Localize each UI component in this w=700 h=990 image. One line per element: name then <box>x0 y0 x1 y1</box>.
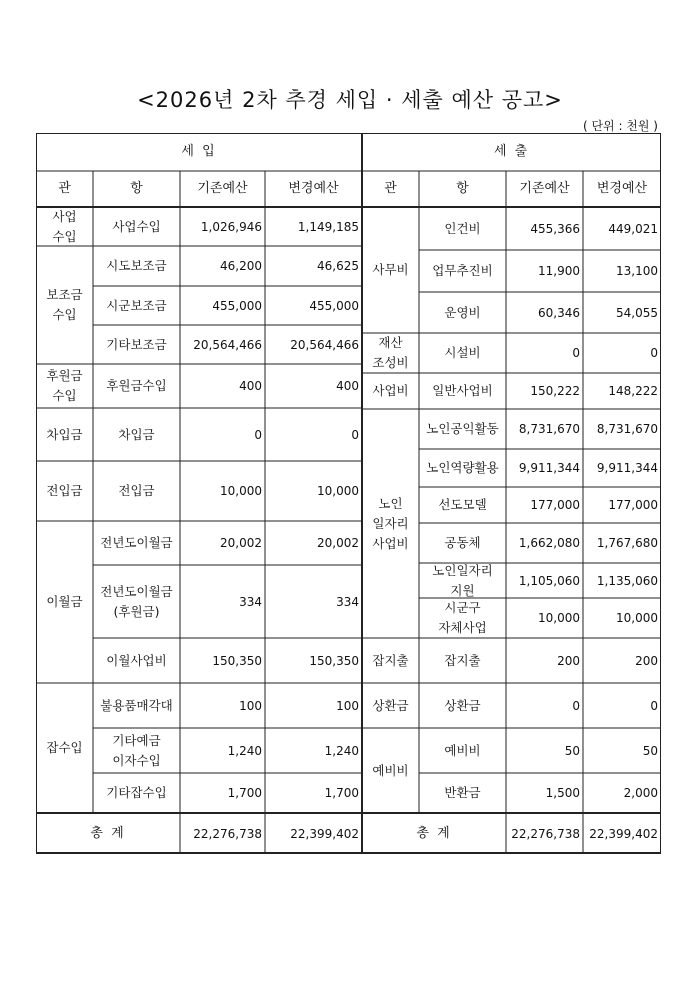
income-before-value: 334 <box>239 594 262 609</box>
income-item-name: 전년도이월금 <box>100 535 173 550</box>
expense-after-value: 1,135,060 <box>596 573 658 588</box>
income-before-value: 150,350 <box>212 653 262 668</box>
expense-after-value: 8,731,670 <box>596 422 658 436</box>
income-after-value: 400 <box>336 379 359 393</box>
income-after-value: 150,350 <box>309 653 359 668</box>
income-item-name: 시군보조금 <box>106 297 167 313</box>
expense-before-value: 0 <box>572 346 580 360</box>
expense-item-name: 인건비 <box>444 220 481 236</box>
expense-after-value: 449,021 <box>608 221 658 236</box>
expense-before-value: 1,105,060 <box>518 573 580 588</box>
expense-item-name: 상환금 <box>444 697 481 713</box>
expense-item-name: 노인일자리 지원 <box>432 562 493 598</box>
expense-after-value: 0 <box>650 346 658 360</box>
income-item-name: 시도보조금 <box>106 258 167 273</box>
expense-item-name: 잡지출 <box>444 652 481 668</box>
income-item-name: 전입금 <box>118 483 155 498</box>
expense-before-value: 50 <box>564 743 580 758</box>
expense-before-value: 60,346 <box>538 305 580 320</box>
expense-before-value: 177,000 <box>530 498 580 512</box>
expense-item-name: 업무추진비 <box>432 263 493 278</box>
income-group-label: 보조금 수입 <box>46 287 83 322</box>
expense-item-name: 공동체 <box>444 535 481 550</box>
expense-after-value: 200 <box>635 653 658 668</box>
expense-item-name: 노인공익활동 <box>426 421 499 436</box>
income-item-name: 기타예금 이자수입 <box>112 732 161 768</box>
expense-item-name: 반환금 <box>444 785 481 800</box>
expense-after-value: 13,100 <box>616 264 658 278</box>
income-after-value: 334 <box>336 594 359 609</box>
expense-after-value: 2,000 <box>623 786 658 800</box>
income-before-value: 100 <box>239 698 262 713</box>
income-item-name: 후원금수입 <box>106 378 167 393</box>
expense-group-label: 예비비 <box>372 762 409 778</box>
expense-header-before: 기존예산 <box>519 181 570 196</box>
expense-before-value: 200 <box>557 653 580 668</box>
expense-item-name: 노인역량활용 <box>426 460 499 475</box>
expense-total-label: 총 계 <box>416 825 452 841</box>
income-after-value: 10,000 <box>317 484 359 498</box>
expense-before-value: 150,222 <box>530 384 580 398</box>
income-before-value: 400 <box>239 379 262 393</box>
income-group-label: 이월금 <box>46 594 83 609</box>
budget-table <box>36 133 661 854</box>
expense-after-value: 50 <box>642 743 658 758</box>
income-before-value: 10,000 <box>220 484 262 498</box>
income-before-value: 1,700 <box>227 786 262 800</box>
expense-item-name: 시군구 자체사업 <box>438 600 487 635</box>
income-before-value: 46,200 <box>220 259 262 273</box>
expense-item-name: 시설비 <box>444 345 481 360</box>
income-after-value: 0 <box>351 427 359 442</box>
expense-group-label: 잡지출 <box>372 652 409 668</box>
income-item-name: 기타잡수입 <box>106 785 167 800</box>
expense-group-label: 재산 조성비 <box>372 335 409 370</box>
expense-total-before: 22,276,738 <box>511 826 580 841</box>
expense-after-value: 177,000 <box>608 498 658 512</box>
income-after-value: 1,149,185 <box>297 219 359 234</box>
income-item-name: 사업수입 <box>112 218 161 234</box>
income-before-value: 0 <box>254 427 262 442</box>
income-item-name: 이월사업비 <box>106 652 167 668</box>
income-item-name: 전년도이월금 (후원금) <box>100 583 173 619</box>
section-expense-heading: 세 출 <box>493 144 530 159</box>
expense-before-value: 8,731,670 <box>518 422 580 436</box>
expense-after-value: 0 <box>650 698 658 713</box>
page-title: <2026년 2차 추경 세입 · 세출 예산 공고> <box>137 88 563 112</box>
income-after-value: 1,700 <box>324 786 359 800</box>
expense-group-label: 사무비 <box>372 262 409 277</box>
expense-after-value: 148,222 <box>608 384 658 398</box>
income-header-before: 기존예산 <box>197 181 248 196</box>
income-before-value: 20,002 <box>220 536 262 550</box>
expense-after-value: 10,000 <box>616 611 658 625</box>
expense-after-value: 9,911,344 <box>596 461 658 475</box>
expense-group-label: 노인 일자리 사업비 <box>372 495 409 551</box>
expense-group-label: 사업비 <box>372 383 409 398</box>
income-item-name: 기타보조금 <box>106 336 167 352</box>
income-before-value: 455,000 <box>212 298 262 313</box>
expense-before-value: 0 <box>572 698 580 713</box>
income-total-before: 22,276,738 <box>193 826 262 841</box>
income-after-value: 100 <box>336 698 359 713</box>
income-before-value: 1,240 <box>227 743 262 758</box>
expense-total-after: 22,399,402 <box>589 826 658 841</box>
expense-group-label: 상환금 <box>372 697 409 713</box>
expense-before-value: 455,366 <box>530 221 580 236</box>
income-header-hang: 항 <box>130 181 143 196</box>
income-header-gwan: 관 <box>58 181 71 196</box>
income-total-label: 총 계 <box>90 825 126 841</box>
income-group-label: 잡수입 <box>46 740 83 755</box>
income-group-label: 후원금 수입 <box>46 368 83 403</box>
expense-after-value: 54,055 <box>616 305 658 320</box>
expense-header-gwan: 관 <box>384 181 397 196</box>
expense-item-name: 선도모델 <box>438 497 487 512</box>
income-after-value: 20,002 <box>317 536 359 550</box>
expense-header-after: 변경예산 <box>596 181 648 196</box>
income-group-label: 사업 수입 <box>52 208 77 244</box>
income-after-value: 1,240 <box>324 743 359 758</box>
income-before-value: 1,026,946 <box>200 219 262 234</box>
income-total-after: 22,399,402 <box>290 826 359 841</box>
income-after-value: 455,000 <box>309 298 359 313</box>
expense-before-value: 10,000 <box>538 611 580 625</box>
income-group-label: 차입금 <box>46 426 83 442</box>
expense-after-value: 1,767,680 <box>596 536 658 550</box>
income-after-value: 46,625 <box>317 259 359 273</box>
expense-item-name: 운영비 <box>444 304 481 320</box>
income-after-value: 20,564,466 <box>290 337 359 352</box>
expense-before-value: 1,662,080 <box>518 536 580 550</box>
income-item-name: 차입금 <box>118 426 155 442</box>
expense-item-name: 예비비 <box>444 742 481 758</box>
unit-label: ( 단위 : 천원 ) <box>582 119 658 133</box>
expense-before-value: 11,900 <box>538 264 580 278</box>
expense-item-name: 일반사업비 <box>432 383 493 398</box>
expense-header-hang: 항 <box>456 181 469 196</box>
income-group-label: 전입금 <box>46 483 83 498</box>
income-before-value: 20,564,466 <box>193 337 262 352</box>
income-header-after: 변경예산 <box>288 181 339 196</box>
income-item-name: 불용품매각대 <box>100 697 173 713</box>
expense-before-value: 1,500 <box>545 786 580 800</box>
expense-before-value: 9,911,344 <box>518 461 580 475</box>
section-income-heading: 세 입 <box>181 144 217 159</box>
